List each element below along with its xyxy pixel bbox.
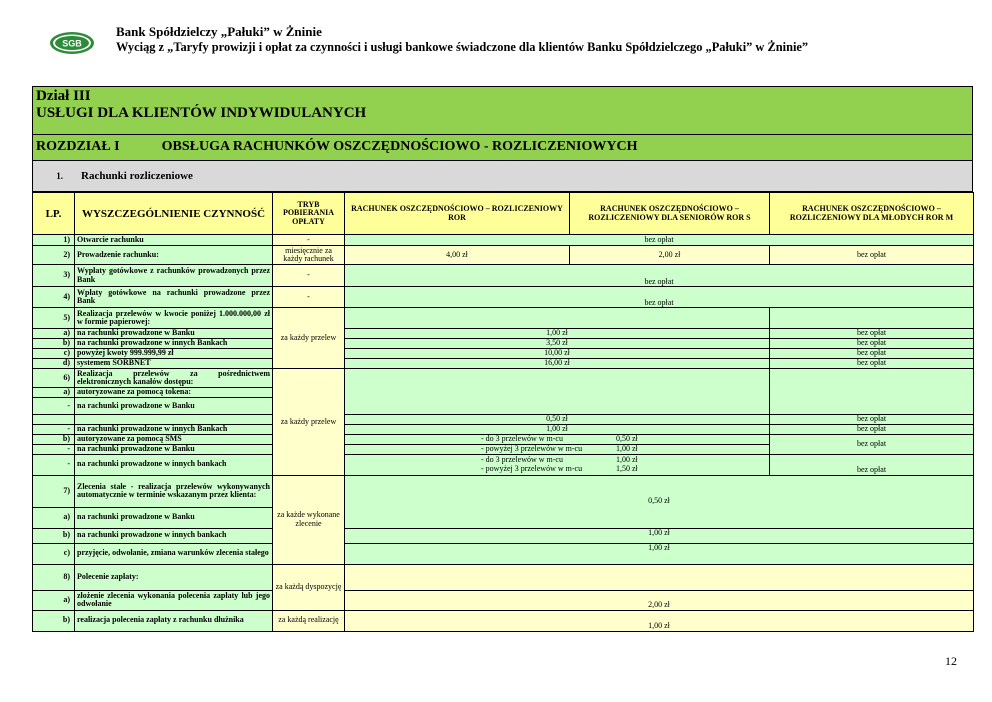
- tier-label: - do 3 przelewów w m-cu: [481, 455, 563, 464]
- row-lp: 1): [33, 235, 75, 246]
- row-lp: a): [33, 507, 75, 528]
- row-lp: a): [33, 590, 75, 610]
- tier-fee: 1,50 zł: [616, 463, 638, 473]
- row-desc: Wpłaty gotówkowe na rachunki prowadzone przez Bank: [75, 287, 273, 308]
- row-fee: 1,00 zł: [345, 610, 974, 631]
- row-desc: na rachunki prowadzone w innych Bankach: [75, 424, 273, 434]
- row-fee: 3,50 zł: [345, 339, 770, 349]
- col-header-ror: RACHUNEK OSZCZĘDNOŚCIOWO – ROZLICZENIOWY ROR: [345, 193, 570, 235]
- row-fee: 1,00 zł: [345, 329, 770, 339]
- row-fee: 0,50 zł: [345, 415, 770, 425]
- row-desc: na rachunki prowadzone w Banku: [75, 398, 273, 415]
- row-lp: -: [33, 444, 75, 454]
- row-desc: przyjęcie, odwołanie, zmiana warunków zlecenia stałego: [75, 543, 273, 564]
- col-header-wyszczegolnienie: WYSZCZEGÓLNIENIE CZYNNOŚĆ: [75, 193, 273, 235]
- tier-fee: 1,00 zł: [616, 444, 638, 453]
- row-lp: 7): [33, 475, 75, 507]
- table-row: [33, 308, 974, 329]
- svg-text:SGB: SGB: [62, 38, 82, 49]
- row-fee: 1,00 zł: [345, 543, 974, 564]
- row-lp: d): [33, 359, 75, 369]
- row-fee: 1,00 zł: [345, 528, 974, 543]
- row-fee: 16,00 zł: [345, 359, 770, 369]
- table-row: [33, 475, 974, 507]
- fee-ror-m: bez opłat: [770, 349, 974, 359]
- rozdzial-heading: [32, 135, 973, 161]
- rozdzial-title: OBSŁUGA RACHUNKÓW OSZCZĘDNOŚCIOWO - ROZLICZENIOWYCH: [161, 139, 638, 154]
- row-desc: realizacja polecenia zapłaty z rachunku dłużnika: [75, 610, 273, 631]
- row-lp: -: [33, 454, 75, 475]
- row-tryb: -: [273, 265, 345, 287]
- row-desc: na rachunki prowadzone w Banku: [75, 329, 273, 339]
- document-subtitle: Wyciąg z „Taryfy prowizji i opłat za czynności i usługi bankowe świadczone dla klientów Banku Spółdzielczego „Pałuki” w Żninie”: [116, 40, 809, 54]
- row-tryb: za każdy przelew: [273, 369, 345, 476]
- row-fee: [345, 434, 770, 444]
- dzial-heading: [32, 86, 973, 135]
- row-lp: b): [33, 434, 75, 444]
- table-row: [33, 424, 974, 434]
- table-row: [33, 610, 974, 631]
- section-title: Rachunki rozliczeniowe: [81, 170, 193, 182]
- row-lp: -: [33, 424, 75, 434]
- row-desc: Realizacja przelewów w kwocie poniżej 1.000.000,00 zł w formie papierowej:: [75, 308, 273, 329]
- table-row: [33, 415, 974, 425]
- tier-label: - powyżej 3 przelewów w m-cu: [481, 463, 583, 473]
- row-desc: Realizacja przelewów za pośrednictwem elektronicznych kanałów dostępu:: [75, 369, 273, 388]
- rozdzial-label: ROZDZIAŁ I: [36, 139, 120, 154]
- page-header: [48, 22, 948, 62]
- row-desc: Otwarcie rachunku: [75, 235, 273, 246]
- row-desc: Polecenie zapłaty:: [75, 564, 273, 590]
- row-lp: c): [33, 349, 75, 359]
- row-lp: c): [33, 543, 75, 564]
- table-row: [33, 339, 974, 349]
- page-number: 12: [945, 654, 957, 668]
- table-row: [33, 287, 974, 308]
- table-row: [33, 235, 974, 246]
- section-heading: [32, 161, 973, 192]
- empty-cell: [770, 369, 974, 415]
- table-row: [33, 543, 974, 564]
- row-lp: 4): [33, 287, 75, 308]
- empty-cell: [770, 308, 974, 329]
- row-lp: a): [33, 329, 75, 339]
- fee-ror-m: bez opłat: [770, 415, 974, 425]
- fee-ror-m: bez opłat: [770, 246, 974, 265]
- tier-fee: 1,00 zł: [616, 455, 638, 464]
- row-desc: na rachunki prowadzone w innych bankach: [75, 454, 273, 475]
- row-tryb: za każdy przelew: [273, 308, 345, 369]
- row-fee: 0,50 zł: [345, 475, 974, 528]
- row-desc: Prowadzenie rachunku:: [75, 246, 273, 265]
- row-desc: Zlecenia stałe - realizacja przelewów wykonywanych automatycznie w terminie wskazanym przez klienta:: [75, 475, 273, 507]
- fee-ror-m: bez opłat: [770, 329, 974, 339]
- row-desc: autoryzowane za pomocą tokena:: [75, 388, 273, 398]
- table-row: [33, 564, 974, 590]
- row-desc: Wypłaty gotówkowe z rachunków prowadzonych przez Bank: [75, 265, 273, 287]
- row-desc: na rachunki prowadzone w innych bankach: [75, 528, 273, 543]
- row-lp: b): [33, 339, 75, 349]
- row-desc: na rachunki prowadzone w Banku: [75, 444, 273, 454]
- table-row: [33, 528, 974, 543]
- row-lp: -: [33, 398, 75, 415]
- fee-ror-s: 2,00 zł: [570, 246, 770, 265]
- row-lp: 6): [33, 369, 75, 388]
- row-lp: 3): [33, 265, 75, 287]
- row-desc: autoryzowane za pomocą SMS: [75, 434, 273, 444]
- row-fee: 1,00 zł: [345, 424, 770, 434]
- table-row: [33, 454, 974, 475]
- col-header-lp: LP.: [33, 193, 75, 235]
- empty-cell: [345, 308, 770, 329]
- table-row: [33, 349, 974, 359]
- row-fee: [345, 454, 770, 475]
- table-row: [33, 329, 974, 339]
- row-fee: [345, 444, 770, 454]
- fee-ror: 4,00 zł: [345, 246, 570, 265]
- table-header-row: [33, 193, 974, 235]
- row-fee: bez opłat: [345, 235, 974, 246]
- table-row: [33, 246, 974, 265]
- tier-label: - do 3 przelewów w m-cu: [481, 434, 563, 443]
- col-header-ror-m: RACHUNEK OSZCZĘDNOŚCIOWO – ROZLICZENIOWY DLA MŁODYCH ROR M: [770, 193, 974, 235]
- fee-ror-m: bez opłat: [770, 454, 974, 475]
- fee-table: [32, 192, 974, 632]
- row-tryb: za każdą dyspozycję: [273, 564, 345, 610]
- fee-ror-m: bez opłat: [770, 359, 974, 369]
- row-lp: a): [33, 388, 75, 398]
- sgb-logo: [48, 30, 96, 56]
- row-fee: 10,00 zł: [345, 349, 770, 359]
- tier-fee: 0,50 zł: [616, 434, 638, 443]
- empty-cell: [345, 564, 974, 590]
- row-lp: b): [33, 610, 75, 631]
- row-lp: 8): [33, 564, 75, 590]
- tariff-document: [32, 86, 973, 632]
- tier-label: - powyżej 3 przelewów w m-cu: [481, 444, 583, 453]
- row-tryb: za każde wykonane zlecenie: [273, 475, 345, 564]
- table-row: [33, 590, 974, 610]
- table-row: [33, 434, 974, 444]
- row-tryb: -: [273, 235, 345, 246]
- row-lp: b): [33, 528, 75, 543]
- fee-ror-m: bez opłat: [770, 339, 974, 349]
- row-lp: [33, 415, 75, 425]
- row-desc: na rachunki prowadzone w Banku: [75, 507, 273, 528]
- row-lp: 5): [33, 308, 75, 329]
- row-fee: 2,00 zł: [345, 590, 974, 610]
- row-tryb: miesięcznie za każdy rachunek: [273, 246, 345, 265]
- section-number: 1.: [56, 171, 63, 181]
- table-row: [33, 265, 974, 287]
- empty-cell: [345, 369, 770, 415]
- dzial-number: Dział III: [36, 88, 91, 104]
- col-header-ror-s: RACHUNEK OSZCZĘDNOŚCIOWO – ROZLICZENIOWY DLA SENIORÓW ROR S: [570, 193, 770, 235]
- col-header-tryb: TRYB POBIERANIA OPŁATY: [273, 193, 345, 235]
- table-row: [33, 369, 974, 388]
- fee-ror-m: bez opłat: [770, 434, 974, 454]
- dzial-title: USŁUGI DLA KLIENTÓW INDYWIDULANYCH: [36, 105, 367, 121]
- row-tryb: -: [273, 287, 345, 308]
- row-lp: 2): [33, 246, 75, 265]
- fee-ror-m: bez opłat: [770, 424, 974, 434]
- row-desc: systemem SORBNET: [75, 359, 273, 369]
- row-desc: [75, 415, 273, 425]
- bank-name: Bank Spółdzielczy „Pałuki” w Żninie: [116, 24, 322, 39]
- row-fee: bez opłat: [345, 287, 974, 308]
- row-desc: na rachunki prowadzone w innych Bankach: [75, 339, 273, 349]
- table-row: [33, 359, 974, 369]
- row-tryb: za każdą realizację: [273, 610, 345, 631]
- row-desc: złożenie zlecenia wykonania polecenia zapłaty lub jego odwołanie: [75, 590, 273, 610]
- row-desc: powyżej kwoty 999.999,99 zł: [75, 349, 273, 359]
- row-fee: bez opłat: [345, 265, 974, 287]
